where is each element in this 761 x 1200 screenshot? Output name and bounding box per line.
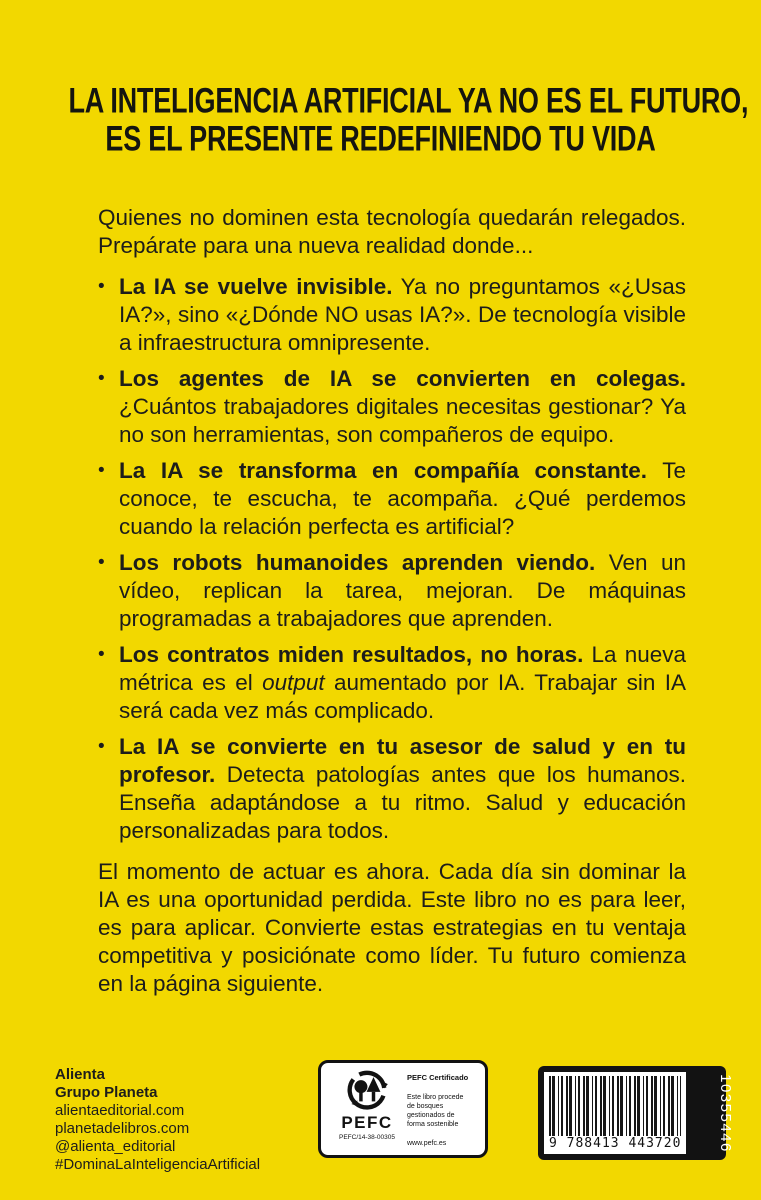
bullet-text: Los agentes de IA se convierten en colegas. ¿Cuántos trabajadores digitales necesitas gestionar? Ya no son herramientas, son compañeros de equipo. [119, 366, 686, 447]
bullet-text: La IA se convierte en tu asesor de salud y en tu profesor. Detecta patologías antes que los humanos. Enseña adaptándose a tu ritmo. Salud y educación personalizadas para todos. [119, 734, 686, 843]
pefc-logo-block [329, 1069, 405, 1151]
headline [0, 0, 761, 158]
intro-paragraph: Quienes no dominen esta tecnología quedarán relegados. Prepárate para una nueva realidad donde... [98, 205, 686, 258]
publisher-block [55, 1066, 260, 1174]
pefc-acronym: PEFC [341, 1113, 393, 1132]
bullet-text: La IA se vuelve invisible. Ya no preguntamos «¿Usas IA?», sino «¿Dónde NO usas IA?». De tecnología visible a infraestructura omnipresente. [119, 274, 686, 355]
barcode-panel [544, 1072, 686, 1154]
bullet-text: Los robots humanoides aprenden viendo. Ven un vídeo, replican la tarea, mejoran. De máquinas programadas a trabajadores que aprenden. [119, 550, 686, 631]
body-copy [98, 204, 686, 998]
publisher-link: planetadelibros.com [55, 1120, 190, 1137]
pefc-text-block [405, 1069, 479, 1151]
bullet-dot-icon: • [98, 644, 105, 665]
publisher-link: @alienta_editorial [55, 1138, 176, 1155]
bullet-dot-icon: • [98, 736, 105, 757]
bullet-item [98, 549, 686, 633]
footer [0, 1054, 761, 1184]
bullet-dot-icon: • [98, 552, 105, 573]
bullet-dot-icon: • [98, 460, 105, 481]
bullet-dot-icon: • [98, 276, 105, 297]
isbn-barcode [538, 1066, 735, 1160]
barcode-bars [549, 1076, 681, 1136]
publisher-group: Grupo Planeta [55, 1084, 158, 1101]
publisher-links [55, 1102, 260, 1174]
barcode-side-strip [686, 1072, 761, 1154]
pefc-trees-icon [341, 1069, 393, 1113]
bullet-text: La IA se transforma en compañía constante. Te conoce, te escucha, te acompaña. ¿Qué perdemos cuando la relación perfecta es artificial? [119, 458, 687, 539]
pefc-license-number: PEFC/14-38-00305 [338, 1134, 395, 1141]
closing-paragraph: El momento de actuar es ahora. Cada día sin dominar la IA es una oportunidad perdida. Este libro no es para leer, es para aplicar. Convierte estas estrategias en tu ventaja competitiva y posiciónate como líder. Tu futuro comienza en la página siguiente. [98, 859, 686, 996]
pefc-certification-label [318, 1060, 488, 1158]
bullet-item [98, 365, 686, 449]
isbn-number: 9 788413 443720 [549, 1136, 682, 1151]
publisher-link: #DominaLaInteligenciaArtificial [55, 1156, 261, 1173]
bullet-text: Los contratos miden resultados, no horas. La nueva métrica es el output aumentado por IA. Trabajar sin IA será cada vez más complicado. [119, 642, 686, 723]
pefc-url: www.pefc.es [407, 1140, 447, 1147]
publisher-name: Alienta [55, 1066, 106, 1083]
bullet-item [98, 733, 686, 845]
pefc-certified-text: PEFC Certificado [407, 1073, 469, 1082]
headline-line-1: LA INTELIGENCIA ARTIFICIAL YA NO ES EL FUTURO, [68, 80, 749, 121]
headline-line-2: ES EL PRESENTE REDEFINIENDO TU VIDA [105, 118, 656, 159]
bullet-item [98, 641, 686, 725]
pefc-claim-text: Este libro procede de bosques gestionados de forma sostenible [407, 1094, 464, 1128]
internal-product-code: 10355446 [717, 1073, 735, 1153]
bullet-item [98, 457, 686, 541]
bullet-item [98, 273, 686, 357]
bullet-dot-icon: • [98, 368, 105, 389]
bullet-list [98, 273, 686, 845]
publisher-link: alientaeditorial.com [55, 1102, 185, 1119]
